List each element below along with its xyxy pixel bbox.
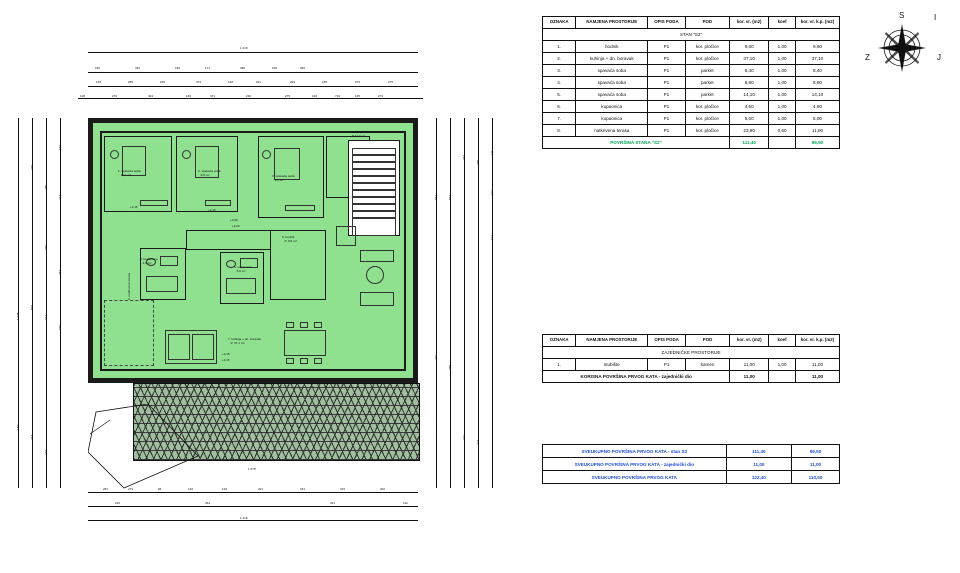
dim-top-b: 926 — [300, 66, 306, 70]
cell-koef: 0,50 — [769, 125, 796, 137]
dim-top2-f: 230 — [246, 94, 252, 98]
cell-namjena: spavaća soba — [576, 65, 648, 77]
dim-top2-k: 273 — [378, 94, 384, 98]
summary-label-3: SVEUKUPNO POVRŠINA PRVOG KATA — [543, 471, 727, 484]
kitchen-counter — [360, 250, 394, 262]
level-mark-4: +3,24 — [232, 224, 240, 228]
table-row — [543, 101, 840, 113]
dim-top-k: 225 — [160, 80, 166, 84]
table-row — [543, 89, 840, 101]
dimension-rail-top-3 — [88, 86, 418, 87]
cell-opis: P1 — [648, 53, 685, 65]
terrace-dashed-boundary — [104, 300, 154, 366]
dimension-rail-right-3 — [464, 118, 465, 488]
cell-namjena: stubište — [576, 359, 648, 371]
cell-namjena: spavaća soba — [576, 77, 648, 89]
table-total-row — [543, 371, 840, 383]
cell-korkp: 11,00 — [795, 359, 839, 371]
compass-label-north: S — [899, 11, 905, 20]
dim-top2-i: 716 — [335, 94, 341, 98]
dim-bottom-overall: 1 218 — [240, 516, 248, 520]
dim-top-n: 291 — [256, 80, 262, 84]
dim-bottom-m: 112 — [403, 501, 408, 505]
cell-koef: 1,00 — [769, 65, 796, 77]
cell-namjena: kupaonica — [576, 101, 648, 113]
dim-top-q: 373 — [355, 80, 361, 84]
cell-pod: kor. pločice — [685, 113, 729, 125]
dimension-rail-top-2 — [88, 72, 418, 73]
level-mark-1: +3,15 — [130, 205, 138, 209]
wall-right-inner — [404, 131, 406, 371]
dim-right-h: 416 — [434, 354, 438, 360]
dimension-rail-right-1 — [436, 118, 437, 488]
cell-koef: 1,00 — [769, 359, 796, 371]
chair-3 — [314, 322, 322, 328]
dim-right-d: 275 — [476, 159, 480, 165]
dim-bottom-sub: 1 078 — [248, 467, 256, 471]
th-namjena: NAMJENA PROSTORIJE — [576, 335, 648, 347]
cell-kor: 37,10 — [730, 53, 769, 65]
chair-6 — [314, 358, 322, 364]
cell-korkp: 9,60 — [795, 41, 839, 53]
dim-top2-a: 118 — [80, 94, 85, 98]
dimension-rail-right-2 — [450, 118, 451, 488]
cell-opis: P1 — [648, 89, 685, 101]
table-section-row — [543, 29, 840, 41]
cell-kor: 4,60 — [730, 101, 769, 113]
cell-opis: P1 — [648, 101, 685, 113]
level-mark-6: +3,15 — [222, 358, 230, 362]
summary-label-2: SVEUKUPNO POVRŠINA PRVOG KATA - zajednički dio — [543, 458, 727, 471]
dim-right-c: 272 — [462, 154, 466, 160]
chair-4 — [286, 358, 294, 364]
dim-bottom-e: 120 — [222, 487, 228, 491]
cell-opis: P1 — [648, 125, 685, 137]
summary-kor-2: 11,00 — [726, 458, 791, 471]
th-namjena: NAMJENA PROSTORIJE — [576, 17, 648, 29]
cell-opis: P1 — [648, 65, 685, 77]
cell-namjena: kuhinja + dn. boravak — [576, 53, 648, 65]
table-row — [543, 53, 840, 65]
terrace-vertical-label: 8. natkrivena terasa — [127, 272, 131, 300]
dimension-rail-left-4 — [60, 118, 61, 488]
dim-right-e: 111 — [490, 150, 494, 155]
dim-top2-e: 471 — [210, 94, 216, 98]
stair-step-2 — [352, 155, 396, 162]
dim-left-d: 276 — [44, 244, 48, 250]
dim-top2-h: 120 — [312, 94, 318, 98]
cell-kor: 8,80 — [730, 77, 769, 89]
dim-left-g: 354 — [58, 269, 62, 275]
total-korkp-stan: 99,50 — [795, 137, 839, 149]
dim-bottom-g: 181 — [300, 487, 306, 491]
cell-namjena: hodnik — [576, 41, 648, 53]
summary-kor-3: 122,40 — [726, 471, 791, 484]
dim-right-a: 674 — [434, 194, 438, 200]
room-label-3: 3. spavaća soba 9,4 m² — [272, 174, 295, 182]
total-kor-stan: 111,40 — [730, 137, 769, 149]
cell-oznaka: 1. — [543, 41, 576, 53]
dim-right-i: 488 — [448, 364, 452, 370]
dimension-rail-right-5 — [492, 118, 493, 488]
cell-pod: kor. pločice — [685, 101, 729, 113]
dining-table — [284, 330, 326, 356]
compass-rose — [855, 8, 950, 86]
compass-label-south: J — [937, 53, 941, 62]
summary-kor-1: 111,40 — [726, 445, 791, 458]
th-opis: OPIS PODA — [648, 17, 685, 29]
stair-step-1 — [352, 148, 396, 155]
table-row — [543, 458, 840, 471]
th-koef: koef — [769, 335, 796, 347]
compass-label-east: I — [934, 13, 937, 22]
dim-right-b: 594 — [448, 194, 452, 200]
table-header-row — [543, 335, 840, 347]
room-label-2: 2. spavaća soba 8,8 m² — [198, 169, 221, 177]
dim-left-l: 227 — [30, 434, 34, 440]
dim-top2-c: 324 — [148, 94, 154, 98]
lamp-3 — [262, 150, 271, 159]
cooktop — [366, 266, 384, 284]
cell-oznaka: 7. — [543, 113, 576, 125]
dim-top2-d: 160 — [186, 94, 192, 98]
summary-label-1: SVEUKUPNO POVRŠINA PRVOG KATA - stan S2 — [543, 445, 727, 458]
cell-pod: parket — [685, 77, 729, 89]
dimension-rail-top-4 — [78, 98, 423, 99]
dimension-rail-bottom-1 — [88, 492, 418, 493]
cell-opis: P1 — [648, 359, 685, 371]
dim-left-e: 314 — [44, 314, 48, 320]
dim-top-g: 358 — [240, 66, 246, 70]
level-mark-2: +3,15 — [208, 208, 216, 212]
table-row — [543, 445, 840, 458]
dim-right-g: 133 — [490, 234, 494, 240]
cell-oznaka: 2. — [543, 53, 576, 65]
wall-bottom-inner — [100, 369, 406, 371]
cell-opis: P1 — [648, 41, 685, 53]
dim-left-b: 810 — [30, 304, 34, 310]
table-section-row — [543, 347, 840, 359]
table-summary — [542, 444, 840, 484]
dim-top-d: 345 — [135, 66, 141, 70]
cell-kor: 8,40 — [730, 65, 769, 77]
stair-step-3 — [352, 162, 396, 169]
cell-kor: 9,60 — [730, 41, 769, 53]
room-label-5: 5. kupaonica 5,0 m² — [234, 265, 252, 273]
cell-namjena: spavaća soba — [576, 89, 648, 101]
stair-step-9 — [352, 204, 396, 211]
table-apartment-s2 — [542, 16, 840, 149]
cell-kor: 11,00 — [730, 359, 769, 371]
wardrobe-3 — [285, 205, 315, 211]
level-mark-3: +3,36 — [230, 218, 238, 222]
cell-korkp: 11,90 — [795, 125, 839, 137]
table-row — [543, 359, 840, 371]
dimension-rail-right-4 — [478, 118, 479, 488]
wardrobe-1 — [140, 200, 168, 206]
dim-left-overall: 1 275 — [16, 312, 20, 320]
dim-top-overall: 1 218 — [240, 46, 248, 50]
cell-pod: parket — [685, 65, 729, 77]
dim-bottom-j: 210 — [115, 501, 121, 505]
dim-bottom-f: 201 — [258, 487, 264, 491]
th-kor: kor. vr. (m2) — [730, 335, 769, 347]
dim-left-c: 275 — [44, 184, 48, 190]
cell-namjena: kupaonica — [576, 113, 648, 125]
dim-bottom-i: 202 — [380, 487, 386, 491]
dim-top-c: 166 — [95, 66, 101, 70]
th-korkp: kor. vr. k.p. (m2) — [795, 335, 839, 347]
cell-oznaka: 6. — [543, 101, 576, 113]
cell-korkp: 8,40 — [795, 65, 839, 77]
th-kor: kor. vr. (m2) — [730, 17, 769, 29]
shower-2 — [226, 278, 256, 294]
cell-oznaka: 3. — [543, 65, 576, 77]
table-total-row — [543, 137, 840, 149]
section-label-common: ZAJEDNIČKE PROSTORIJE — [543, 347, 840, 359]
stair-step-6 — [352, 183, 396, 190]
stair-step-4 — [352, 169, 396, 176]
cell-oznaka: 5. — [543, 89, 576, 101]
summary-korkp-3: 110,50 — [792, 471, 840, 484]
cell-opis: P1 — [648, 113, 685, 125]
th-koef: koef — [769, 17, 796, 29]
stair-step-5 — [352, 176, 396, 183]
total-label-stan: POVRŠINA STANA "S2" — [543, 137, 730, 149]
compass-label-west: Z — [865, 53, 870, 62]
cell-pod: kor. pločice — [685, 125, 729, 137]
dim-top-h: 160 — [272, 66, 278, 70]
th-oznaka: OZNAKA — [543, 335, 576, 347]
dim-top-p: 185 — [322, 80, 328, 84]
dimension-rail-bottom-2 — [88, 506, 418, 507]
dim-top-f: 171 — [205, 66, 211, 70]
dim-left-m: 227 — [44, 449, 48, 455]
dim-bottom-c: 96 — [158, 487, 162, 491]
cell-kor: 5,00 — [730, 113, 769, 125]
dim-bottom-d: 146 — [188, 487, 194, 491]
table-row — [543, 77, 840, 89]
th-oznaka: OZNAKA — [543, 17, 576, 29]
cell-korkp: 37,10 — [795, 53, 839, 65]
th-korkp: kor. vr. k.p. (m2) — [795, 17, 839, 29]
dim-left-k: 148 — [16, 424, 20, 430]
dim-top-o: 203 — [290, 80, 296, 84]
dim-right-k: 227 — [476, 439, 480, 445]
cell-koef: 1,00 — [769, 113, 796, 125]
dim-top-l: 373 — [196, 80, 202, 84]
chair-5 — [300, 358, 308, 364]
cell-oznaka: 8. — [543, 125, 576, 137]
cell-korkp: 4,60 — [795, 101, 839, 113]
cell-opis: P1 — [648, 77, 685, 89]
dim-left-j: 210 — [30, 164, 34, 170]
lamp-1 — [110, 150, 119, 159]
cell-pod: kor. pločice — [685, 41, 729, 53]
dim-right-j: 222 — [462, 434, 466, 440]
dim-left-f: 317 — [58, 194, 62, 200]
cell-oznaka: 4. — [543, 77, 576, 89]
table-row — [543, 113, 840, 125]
dim-top-j: 255 — [128, 80, 134, 84]
cell-koef: 1,00 — [769, 41, 796, 53]
dimension-rail-top-1 — [88, 52, 418, 53]
total-koef-blank — [769, 371, 796, 383]
dim-bottom-h: 315 — [340, 487, 346, 491]
dim-bottom-l: 331 — [330, 501, 336, 505]
cell-pod: kor. pločice — [685, 53, 729, 65]
room-hall — [270, 230, 326, 300]
dim-top-m: 128 — [228, 80, 234, 84]
cell-pod: kamen — [685, 359, 729, 371]
dim-bottom-k: 464 — [205, 501, 211, 505]
section-label-stan: STAN "S2" — [543, 29, 840, 41]
dimension-rail-left-2 — [32, 118, 33, 488]
cell-namjena: natkrivena terasa — [576, 125, 648, 137]
th-pod: POD — [685, 17, 729, 29]
dim-left-h: 100 — [58, 324, 62, 330]
cell-koef: 1,00 — [769, 53, 796, 65]
cell-oznaka: 1. — [543, 359, 576, 371]
dimension-rail-left-1 — [18, 118, 19, 488]
dim-top-r: 275 — [388, 80, 394, 84]
dimension-rail-bottom-3 — [88, 520, 418, 521]
table-row — [543, 65, 840, 77]
total-koef-blank — [769, 137, 796, 149]
wall-left-inner — [100, 131, 102, 371]
table-row — [543, 125, 840, 137]
wardrobe-2 — [205, 200, 231, 206]
cell-pod: parket — [685, 89, 729, 101]
kitchen-cabinet — [360, 292, 394, 306]
cell-koef: 1,00 — [769, 101, 796, 113]
dim-right-f: 121 — [490, 189, 494, 195]
dim-bottom-b: 279 — [128, 487, 134, 491]
stair-step-7 — [352, 190, 396, 197]
room-label-4: 4. kupaonica 4,6 m² — [140, 257, 158, 265]
room-label-1: 1. spavaća soba 14,1 m² — [118, 169, 141, 177]
stair-step-10 — [352, 211, 396, 218]
cell-korkp: 14,10 — [795, 89, 839, 101]
sofa-cushion-left — [168, 334, 190, 360]
room-label-6: 6. hodnik P. 9,6 m² — [282, 235, 297, 243]
cell-kor: 14,10 — [730, 89, 769, 101]
table-row — [543, 471, 840, 484]
dim-top-e: 190 — [175, 66, 181, 70]
driveway-outline — [88, 404, 208, 489]
sink-1 — [160, 256, 178, 266]
cell-korkp: 8,80 — [795, 77, 839, 89]
summary-korkp-1: 99,50 — [792, 445, 840, 458]
summary-korkp-2: 11,00 — [792, 458, 840, 471]
stair-label: stubište P 11,0 m² — [352, 130, 366, 139]
level-mark-5: +3,15 — [222, 352, 230, 356]
stair-landing — [352, 218, 396, 236]
total-label-common: KORISNA POVRŠINA PRVOG KATA - zajednički dio — [543, 371, 730, 383]
lamp-2 — [182, 150, 191, 159]
appliance — [336, 226, 356, 246]
bathtub-1 — [146, 276, 178, 292]
table-header-row — [543, 17, 840, 29]
th-opis: OPIS PODA — [648, 335, 685, 347]
dim-top2-g: 275 — [285, 94, 291, 98]
dim-top2-b: 270 — [112, 94, 118, 98]
dim-top2-j: 135 — [355, 94, 361, 98]
dim-top-i: 145 — [96, 80, 102, 84]
total-kor-common: 11,00 — [730, 371, 769, 383]
dim-left-i: 106 — [58, 144, 62, 150]
sofa-cushion-right — [192, 334, 214, 360]
chair-2 — [300, 322, 308, 328]
th-pod: POD — [685, 335, 729, 347]
dimension-rail-left-3 — [46, 118, 47, 488]
table-common-areas — [542, 334, 840, 383]
chair-1 — [286, 322, 294, 328]
total-korkp-common: 11,00 — [795, 371, 839, 383]
cell-korkp: 5,00 — [795, 113, 839, 125]
dim-bottom-a: 281 — [103, 487, 109, 491]
cell-koef: 1,00 — [769, 89, 796, 101]
stair-step-8 — [352, 197, 396, 204]
cell-kor: 23,80 — [730, 125, 769, 137]
table-row — [543, 41, 840, 53]
room-label-7: 7. kuhinja + dn. boravak P. 37,1 m² — [228, 337, 261, 345]
cell-koef: 1,00 — [769, 77, 796, 89]
